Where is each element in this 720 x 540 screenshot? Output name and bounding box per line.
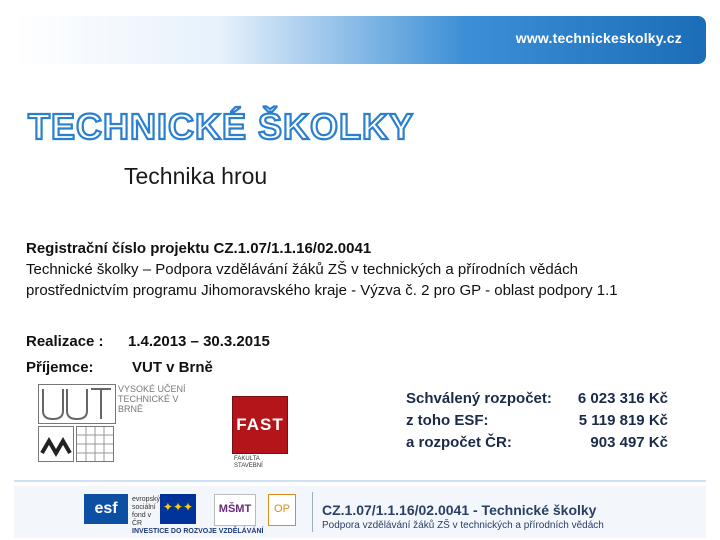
realizace-value: 1.4.2013 – 30.3.2015 [128, 333, 270, 350]
vut-logo-mark [39, 385, 115, 423]
budget-value-esf: 5 119 819 Kč [578, 412, 668, 429]
website-url[interactable]: www.technickeskolky.cz [515, 30, 682, 46]
budget-label-total: Schválený rozpočet: [406, 390, 552, 407]
budget-value-cr: 903 497 Kč [590, 434, 668, 451]
project-info [26, 238, 706, 301]
investice-text: INVESTICE DO ROZVOJE VZDĚLÁVÁNÍ [132, 528, 264, 535]
vut-logo-text: VYSOKÉ UČENÍ TECHNICKÉ V BRNĚ [118, 384, 186, 414]
fast-emblem-icon [38, 426, 74, 462]
footer-separator [312, 492, 313, 532]
footer-title: CZ.1.07/1.1.16/02.0041 - Technické školky [322, 502, 597, 518]
budget-labels [406, 388, 552, 454]
footer-divider [14, 480, 706, 482]
fast-logo-text: FAST [236, 415, 284, 434]
eu-flag-icon [160, 494, 196, 524]
page-subtitle: Technika hrou [124, 163, 268, 189]
eu-stars-icon: ✦✦✦ [162, 500, 194, 514]
partner-logos [36, 380, 284, 470]
prijemce-value: VUT v Brně [132, 359, 213, 376]
fast-logo-subtext: FAKULTA STAVEBNÍ [234, 456, 263, 469]
realizace-label: Realizace : [26, 333, 104, 350]
esf-logo: esf [84, 494, 128, 524]
esf-logo-text: evropský sociální fond v ČR [132, 496, 161, 527]
project-description-line1: Technické školky – Podpora vzdělávání žáků ZŠ v technických a přírodních vědách [26, 261, 578, 278]
grid-logo-icon [76, 426, 114, 462]
budget-values [578, 388, 668, 454]
prijemce-label: Příjemce: [26, 359, 94, 376]
budget-label-esf: z toho ESF: [406, 412, 489, 429]
project-description-line2: prostřednictvím programu Jihomoravského kraje - Výzva č. 2 pro GP - oblast podpory 1.1 [26, 282, 618, 299]
budget-label-cr: a rozpočet ČR: [406, 434, 512, 451]
footer-strip [14, 486, 706, 538]
top-banner [14, 16, 706, 64]
vut-logo [38, 384, 116, 424]
msmt-logo: MŠMT [214, 494, 256, 526]
footer-subtitle: Podpora vzdělávání žáků ZŠ v technických a přírodních vědách [322, 520, 604, 531]
fast-logo [232, 396, 288, 454]
page-title: TECHNICKÉ ŠKOLKY [28, 106, 415, 147]
op-logo: OP [268, 494, 296, 526]
registration-number: Registrační číslo projektu CZ.1.07/1.1.16/02.0041 [26, 240, 372, 257]
budget-value-total: 6 023 316 Kč [577, 390, 668, 407]
